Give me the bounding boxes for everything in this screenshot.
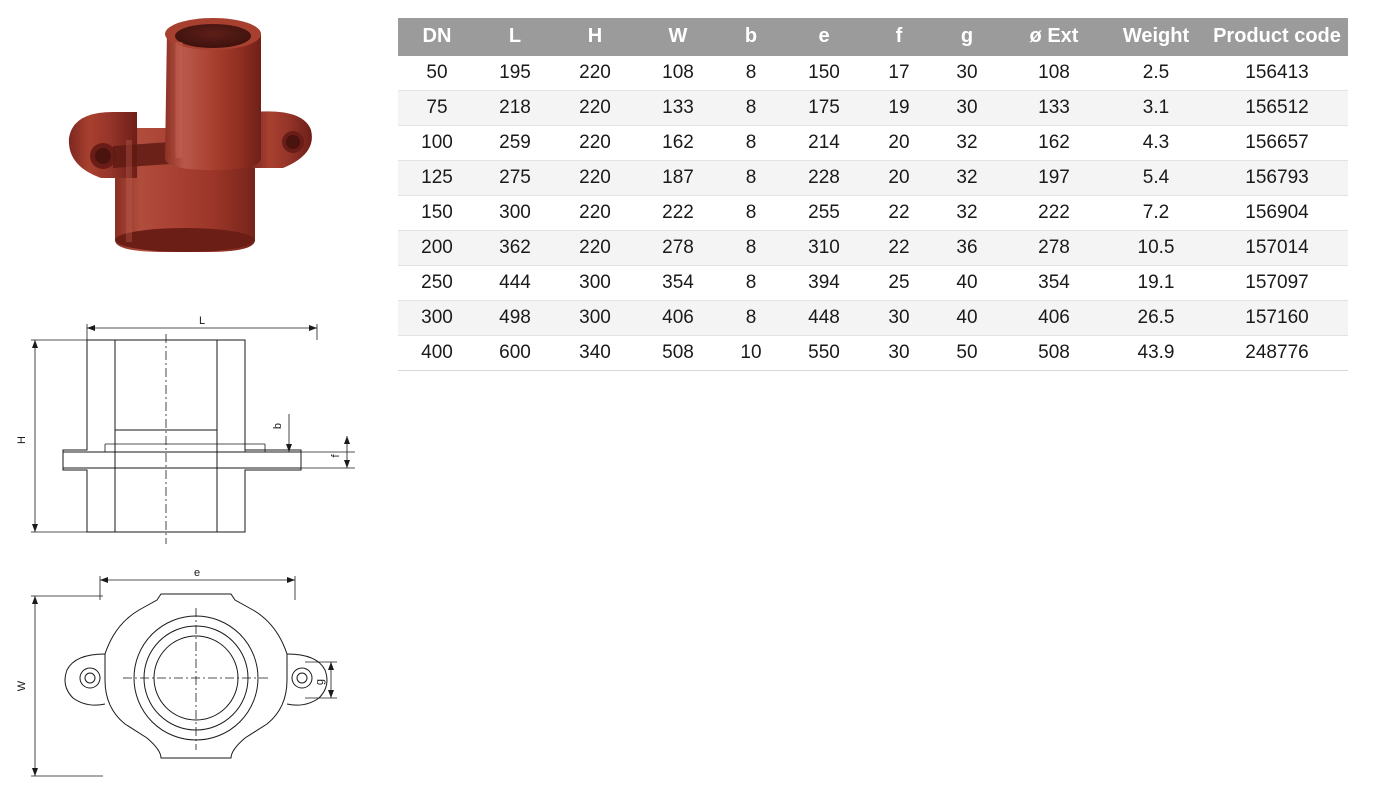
table-row (398, 265, 1348, 300)
cell-product-code: 156413 (1206, 56, 1348, 91)
cell-f: 22 (866, 230, 932, 265)
cell-h: 300 (554, 265, 636, 300)
cell-b: 8 (720, 195, 782, 230)
cell-e: 214 (782, 125, 866, 160)
cell-ext: 222 (1002, 195, 1106, 230)
cell-l: 600 (476, 335, 554, 370)
cell-weight: 19.1 (1106, 265, 1206, 300)
specification-table-container (398, 18, 1348, 371)
cell-g: 50 (932, 335, 1002, 370)
cell-w: 354 (636, 265, 720, 300)
top-view-drawing (5, 558, 385, 798)
dim-label-H: H (16, 436, 28, 444)
cell-e: 228 (782, 160, 866, 195)
cell-h: 220 (554, 195, 636, 230)
cell-dn: 300 (398, 300, 476, 335)
column-header-g: g (932, 18, 1002, 56)
cell-l: 498 (476, 300, 554, 335)
cell-b: 8 (720, 230, 782, 265)
table-row (398, 125, 1348, 160)
dim-label-e: e (193, 567, 201, 579)
table-row (398, 300, 1348, 335)
column-header-dn: DN (398, 18, 476, 56)
cell-product-code: 157097 (1206, 265, 1348, 300)
cell-h: 300 (554, 300, 636, 335)
cell-w: 187 (636, 160, 720, 195)
cell-ext: 508 (1002, 335, 1106, 370)
table-body (398, 56, 1348, 371)
cell-b: 10 (720, 335, 782, 370)
drawings-column (0, 0, 390, 804)
specification-table (398, 18, 1348, 371)
table-header (398, 18, 1348, 56)
cell-b: 8 (720, 90, 782, 125)
cell-weight: 4.3 (1106, 125, 1206, 160)
cell-ext: 278 (1002, 230, 1106, 265)
dim-label-b: b (272, 422, 284, 430)
table-row (398, 335, 1348, 370)
cell-product-code: 157014 (1206, 230, 1348, 265)
cell-h: 340 (554, 335, 636, 370)
cell-dn: 100 (398, 125, 476, 160)
cell-l: 259 (476, 125, 554, 160)
cell-weight: 26.5 (1106, 300, 1206, 335)
cell-e: 150 (782, 56, 866, 91)
cell-ext: 108 (1002, 56, 1106, 91)
cell-product-code: 156657 (1206, 125, 1348, 160)
cell-f: 30 (866, 335, 932, 370)
product-photo (55, 8, 335, 268)
cell-b: 8 (720, 125, 782, 160)
column-header-w: W (636, 18, 720, 56)
cell-w: 133 (636, 90, 720, 125)
cell-f: 19 (866, 90, 932, 125)
cell-b: 8 (720, 265, 782, 300)
cell-weight: 2.5 (1106, 56, 1206, 91)
table-row (398, 160, 1348, 195)
cell-f: 20 (866, 125, 932, 160)
cell-w: 162 (636, 125, 720, 160)
cell-w: 508 (636, 335, 720, 370)
cell-h: 220 (554, 56, 636, 91)
cell-h: 220 (554, 90, 636, 125)
cell-ext: 406 (1002, 300, 1106, 335)
cell-weight: 43.9 (1106, 335, 1206, 370)
cell-weight: 7.2 (1106, 195, 1206, 230)
cell-f: 25 (866, 265, 932, 300)
cell-dn: 75 (398, 90, 476, 125)
cell-f: 17 (866, 56, 932, 91)
cell-ext: 133 (1002, 90, 1106, 125)
cell-dn: 50 (398, 56, 476, 91)
cell-ext: 162 (1002, 125, 1106, 160)
cell-f: 30 (866, 300, 932, 335)
cell-weight: 3.1 (1106, 90, 1206, 125)
table-row (398, 195, 1348, 230)
cell-w: 406 (636, 300, 720, 335)
cell-product-code: 156512 (1206, 90, 1348, 125)
cell-b: 8 (720, 56, 782, 91)
cell-b: 8 (720, 160, 782, 195)
cell-f: 22 (866, 195, 932, 230)
cell-h: 220 (554, 125, 636, 160)
column-header-l: L (476, 18, 554, 56)
cell-e: 550 (782, 335, 866, 370)
cell-l: 444 (476, 265, 554, 300)
cell-l: 362 (476, 230, 554, 265)
cell-e: 394 (782, 265, 866, 300)
cell-weight: 10.5 (1106, 230, 1206, 265)
cell-dn: 200 (398, 230, 476, 265)
dim-label-L: L (198, 315, 206, 327)
cell-b: 8 (720, 300, 782, 335)
cell-product-code: 157160 (1206, 300, 1348, 335)
table-row (398, 56, 1348, 91)
cell-g: 40 (932, 300, 1002, 335)
cell-w: 278 (636, 230, 720, 265)
cell-product-code: 248776 (1206, 335, 1348, 370)
column-header-b: b (720, 18, 782, 56)
cell-weight: 5.4 (1106, 160, 1206, 195)
cell-g: 32 (932, 125, 1002, 160)
cell-l: 275 (476, 160, 554, 195)
column-header-weight: Weight (1106, 18, 1206, 56)
cell-g: 30 (932, 56, 1002, 91)
cell-dn: 125 (398, 160, 476, 195)
cell-e: 255 (782, 195, 866, 230)
column-header-product-code: Product code (1206, 18, 1348, 56)
cell-g: 32 (932, 160, 1002, 195)
cell-h: 220 (554, 230, 636, 265)
column-header-h: H (554, 18, 636, 56)
cell-g: 30 (932, 90, 1002, 125)
cell-dn: 400 (398, 335, 476, 370)
cell-dn: 150 (398, 195, 476, 230)
dim-label-f: f (330, 454, 342, 458)
cell-l: 195 (476, 56, 554, 91)
dim-label-W: W (16, 680, 28, 692)
cell-h: 220 (554, 160, 636, 195)
cell-f: 20 (866, 160, 932, 195)
table-row (398, 230, 1348, 265)
cell-ext: 354 (1002, 265, 1106, 300)
cell-dn: 250 (398, 265, 476, 300)
cell-product-code: 156904 (1206, 195, 1348, 230)
table-header-row (398, 18, 1348, 56)
cell-e: 310 (782, 230, 866, 265)
cell-g: 40 (932, 265, 1002, 300)
column-header-f: f (866, 18, 932, 56)
cell-w: 108 (636, 56, 720, 91)
table-row (398, 90, 1348, 125)
cell-g: 32 (932, 195, 1002, 230)
cell-product-code: 156793 (1206, 160, 1348, 195)
cell-e: 448 (782, 300, 866, 335)
column-header-e: e (782, 18, 866, 56)
dim-label-g: g (314, 678, 326, 686)
cell-l: 300 (476, 195, 554, 230)
cell-l: 218 (476, 90, 554, 125)
product-photo-image (55, 8, 335, 268)
cell-e: 175 (782, 90, 866, 125)
column-header-ext: ø Ext (1002, 18, 1106, 56)
cell-g: 36 (932, 230, 1002, 265)
side-view-drawing (5, 310, 385, 560)
cell-w: 222 (636, 195, 720, 230)
cell-ext: 197 (1002, 160, 1106, 195)
